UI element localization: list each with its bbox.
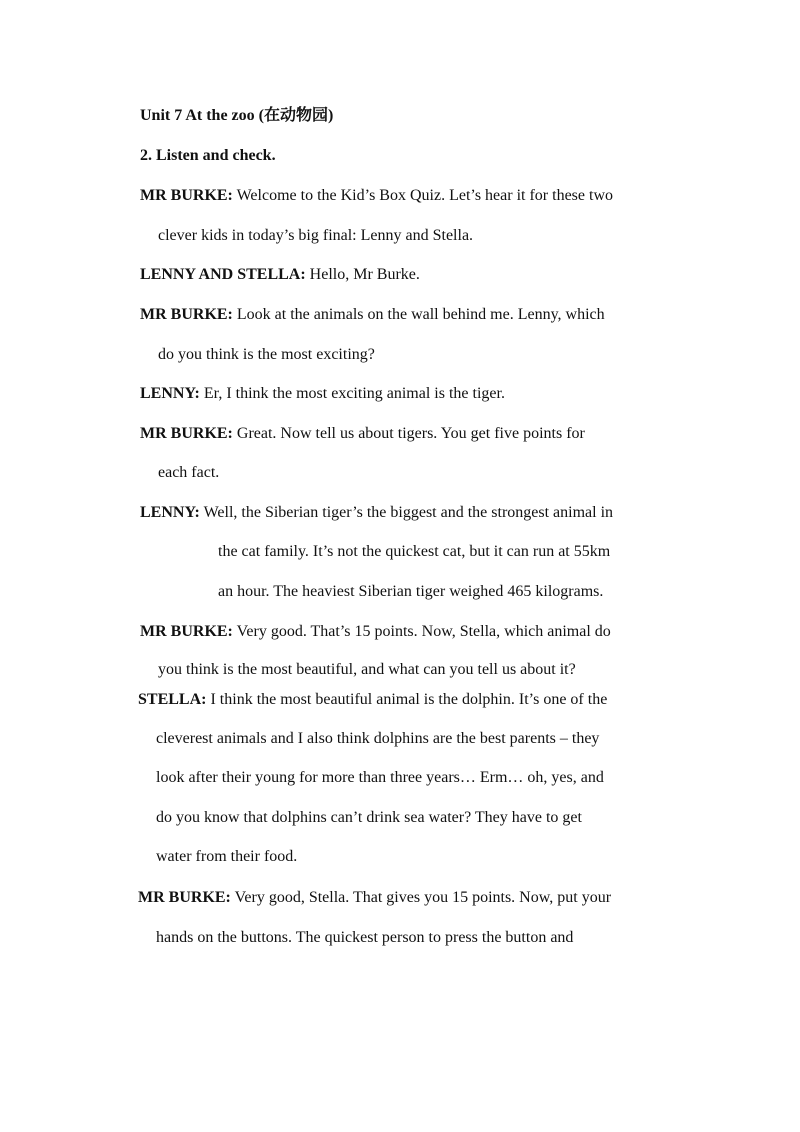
dialogue-turn-stella bbox=[138, 690, 607, 710]
dialogue-line: cleverest animals and I also think dolphins are the best parents – they bbox=[156, 730, 600, 747]
dialogue-line: Very good. That’s 15 points. Now, Stella, which animal do bbox=[236, 623, 611, 640]
dialogue-line: each fact. bbox=[158, 464, 220, 481]
dialogue-line: look after their young for more than three years… Erm… oh, yes, and bbox=[156, 769, 604, 786]
speaker-label: LENNY: bbox=[140, 385, 200, 402]
dialogue-line: Great. Now tell us about tigers. You get five points for bbox=[236, 425, 585, 442]
dialogue-turn-lenny bbox=[140, 384, 505, 404]
section-heading: 2. Listen and check. bbox=[140, 147, 276, 164]
dialogue-line: an hour. The heaviest Siberian tiger weighed 465 kilograms. bbox=[218, 583, 604, 600]
dialogue-line: Well, the Siberian tiger’s the biggest and the strongest animal in bbox=[203, 504, 614, 521]
dialogue-line: you think is the most beautiful, and what can you tell us about it? bbox=[158, 661, 576, 678]
speaker-label: LENNY AND STELLA: bbox=[140, 266, 306, 283]
dialogue-turn-mr-burke bbox=[138, 888, 611, 908]
dialogue-turn-lenny-and-stella bbox=[140, 265, 420, 285]
dialogue-line: Hello, Mr Burke. bbox=[309, 266, 420, 283]
dialogue-line: do you know that dolphins can’t drink sea water? They have to get bbox=[156, 809, 582, 826]
dialogue-turn-mr-burke bbox=[140, 186, 613, 206]
dialogue-line: clever kids in today’s big final: Lenny and Stella. bbox=[158, 227, 474, 244]
dialogue-line: hands on the buttons. The quickest person to press the button and bbox=[156, 929, 574, 946]
dialogue-line: Very good, Stella. That gives you 15 points. Now, put your bbox=[234, 889, 612, 906]
speaker-label: MR BURKE: bbox=[140, 306, 233, 323]
speaker-label: MR BURKE: bbox=[140, 425, 233, 442]
dialogue-line: Welcome to the Kid’s Box Quiz. Let’s hear it for these two bbox=[236, 187, 614, 204]
dialogue-turn-mr-burke bbox=[140, 305, 605, 325]
dialogue-line: do you think is the most exciting? bbox=[158, 346, 375, 363]
dialogue-turn-lenny bbox=[140, 503, 613, 523]
dialogue-line: Er, I think the most exciting animal is the tiger. bbox=[203, 385, 505, 402]
speaker-label: MR BURKE: bbox=[140, 623, 233, 640]
dialogue-line: water from their food. bbox=[156, 848, 298, 865]
speaker-label: LENNY: bbox=[140, 504, 200, 521]
document-title: Unit 7 At the zoo (在动物园) bbox=[140, 107, 334, 124]
speaker-label: STELLA: bbox=[138, 691, 207, 708]
dialogue-line: I think the most beautiful animal is the dolphin. It’s one of the bbox=[210, 691, 608, 708]
dialogue-turn-mr-burke bbox=[140, 622, 611, 642]
speaker-label: MR BURKE: bbox=[140, 187, 233, 204]
dialogue-line: Look at the animals on the wall behind me. Lenny, which bbox=[236, 306, 605, 323]
dialogue-turn-mr-burke bbox=[140, 424, 585, 444]
speaker-label: MR BURKE: bbox=[138, 889, 231, 906]
dialogue-line: the cat family. It’s not the quickest cat, but it can run at 55km bbox=[218, 543, 611, 560]
